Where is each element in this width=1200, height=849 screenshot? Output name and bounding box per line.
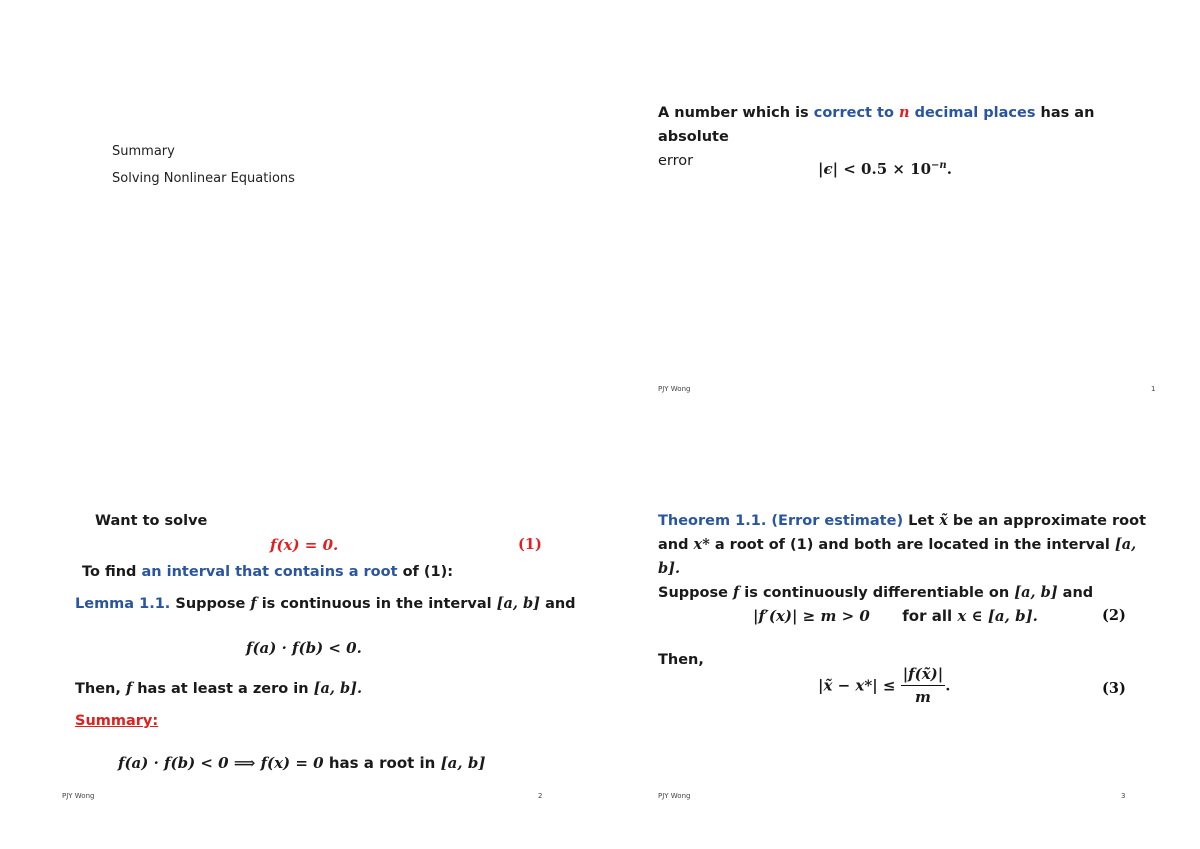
math-n: n <box>898 104 910 121</box>
footer-author: PJY Wong <box>658 792 691 800</box>
math-exponent: −n <box>931 160 947 171</box>
want-to-solve: Want to solve <box>95 513 208 529</box>
footer-author: PJY Wong <box>658 385 691 393</box>
text-part: of (1): <box>397 564 454 580</box>
text-part: be an approximate root <box>947 513 1147 529</box>
slide-decimal-places <box>628 60 1168 410</box>
slide-lemma <box>40 470 580 815</box>
math-x-in-interval: x ∈ [a, b]. <box>957 607 1038 625</box>
theorem-label: Theorem 1.1. <box>658 513 767 529</box>
math-implication: f(a) · f(b) < 0 ⟹ f(x) = 0 <box>118 754 324 772</box>
text-part: has at least a zero in <box>132 681 314 697</box>
text-part: A number which is <box>658 105 814 121</box>
lemma-statement <box>75 592 576 616</box>
summary-equation <box>118 751 485 775</box>
equation-3-number: (3) <box>1102 680 1126 697</box>
text-part: Suppose <box>170 596 251 612</box>
math-interval: [a, b] <box>1014 584 1058 601</box>
product-inequality: f(a) · f(b) < 0. <box>246 639 362 657</box>
math-period: . <box>946 160 952 178</box>
lemma-label: Lemma 1.1. <box>75 596 171 612</box>
text-for-all: for all <box>902 607 958 625</box>
math-f: f <box>733 584 740 601</box>
error-bound-equation <box>818 154 952 181</box>
highlight-correct-to: correct to <box>813 105 899 121</box>
outline-item-solving: Solving Nonlinear Equations <box>112 171 295 186</box>
equation-1-number: (1) <box>518 536 542 553</box>
math-bound: < 0.5 × 10 <box>838 160 932 178</box>
equation-3 <box>818 664 950 707</box>
text-part: is continuously differentiable on <box>739 585 1015 601</box>
summary-label: Summary: <box>75 713 159 729</box>
math-interval: [a, b]. <box>658 536 1137 577</box>
math-f: f <box>125 680 133 697</box>
fraction <box>901 664 946 707</box>
math-x-star: x* <box>693 536 710 553</box>
text-part: has a root in <box>323 754 441 772</box>
fraction-denominator: m <box>915 688 931 706</box>
text-part: Let <box>903 513 940 529</box>
slide-outline <box>40 60 580 410</box>
page-number: 1 <box>1151 385 1156 393</box>
text-error: error <box>658 153 694 169</box>
math-f: f <box>250 595 257 612</box>
math-interval: [a, b]. <box>313 680 362 697</box>
text-part: and <box>658 537 694 553</box>
math-abs-epsilon: |ϵ| <box>818 160 839 178</box>
fraction-numerator: |f(x̃)| <box>901 664 946 686</box>
find-interval-line <box>82 560 453 584</box>
footer-author: PJY Wong <box>62 792 95 800</box>
text-part: To find <box>82 564 142 580</box>
math-interval: [a, b] <box>440 754 486 772</box>
math-interval: [a, b] <box>496 595 541 612</box>
then-label: Then, <box>658 652 704 668</box>
text-part: and <box>1057 585 1094 601</box>
text-part: is continuous in the interval <box>256 596 497 612</box>
highlight-decimal-places: decimal places <box>909 105 1036 121</box>
text-part: a root of (1) and both are located in the interval <box>709 537 1115 553</box>
equation-2 <box>753 604 1038 628</box>
math-period: . <box>945 676 951 695</box>
then-statement <box>75 677 362 701</box>
equation-1: f(x) = 0. <box>270 536 339 554</box>
text-part: Then, <box>75 681 126 697</box>
highlight-interval-root: an interval that contains a root <box>141 564 398 580</box>
math-x-tilde: x̃ <box>939 512 948 529</box>
text-part: and <box>540 596 576 612</box>
page-number: 3 <box>1121 792 1126 800</box>
theorem-statement <box>658 509 1163 605</box>
outline-item-summary: Summary <box>112 144 175 159</box>
slide-theorem <box>628 470 1168 815</box>
text-part: has an absolute <box>658 105 1095 145</box>
theorem-title: (Error estimate) <box>771 513 904 529</box>
math-derivative-bound: |f′(x)| ≥ m > 0 <box>753 607 870 625</box>
page-number: 2 <box>538 792 543 800</box>
math-error-lhs: |x̃ − x*| ≤ <box>818 676 896 695</box>
text-part: Suppose <box>658 585 733 601</box>
equation-2-number: (2) <box>1102 607 1126 624</box>
